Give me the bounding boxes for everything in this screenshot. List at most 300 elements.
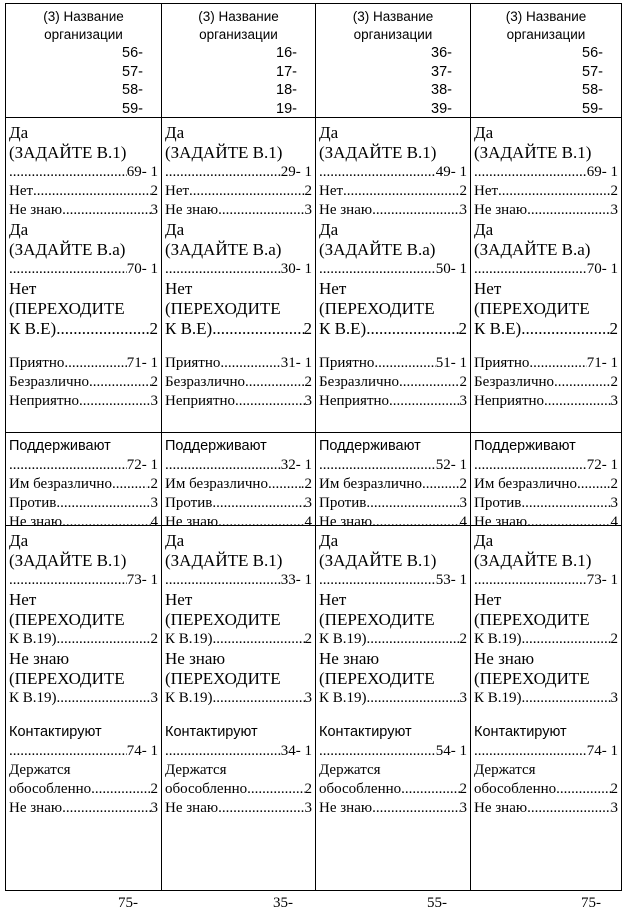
answer-code: 4 (150, 514, 158, 530)
answer-label: К В.19) (165, 690, 213, 706)
answer-option: Контактируют (319, 724, 412, 740)
answer-label: Безразлично (474, 374, 555, 390)
answer-label: Не знаю (319, 202, 373, 218)
footer-code: 75- (581, 895, 601, 911)
org-code: 56- (122, 45, 143, 61)
org-code: 38- (431, 82, 452, 98)
answer-instruction-line (6, 630, 161, 649)
answer-option (471, 475, 621, 494)
answer-code: 3 (304, 495, 312, 511)
answer-code: 71- 1 (126, 355, 158, 371)
answer-instruction: (ПЕРЕХОДИТЕ (474, 610, 590, 629)
answer-label: Нет (319, 183, 344, 199)
answer-code-line (162, 260, 315, 279)
answer-option: Держатся (9, 762, 71, 778)
org-title: (3) Название (43, 9, 124, 24)
answer-option (316, 780, 470, 799)
answer-code-line (471, 163, 621, 182)
answer-no (6, 182, 161, 201)
answer-yes: Да (319, 123, 339, 142)
org-title: (3) Название (352, 9, 434, 24)
answer-option (316, 373, 470, 392)
answer-option (162, 475, 315, 494)
footer-code: 55- (427, 895, 447, 911)
answer-code-line (471, 571, 621, 590)
answer-dont-know (316, 201, 470, 220)
contact-cell (162, 531, 315, 818)
answer-dont-know (6, 201, 161, 220)
support-cell (471, 437, 621, 532)
answer-code-line (316, 163, 470, 182)
answer-code-line (6, 571, 161, 590)
answer-code: 73- 1 (126, 572, 158, 588)
spacer (471, 708, 621, 723)
answer-code: 2 (610, 374, 618, 390)
answer-option (6, 494, 161, 513)
answer-label: Безразлично (9, 374, 90, 390)
answer-option: Контактируют (165, 724, 258, 740)
answer-code: 73- 1 (586, 572, 618, 588)
answer-option: Держатся (319, 762, 381, 778)
answer-code: 2 (459, 374, 467, 390)
answer-code-line (6, 456, 161, 475)
answer-code-line (316, 571, 470, 590)
answer-instruction-line (162, 689, 315, 708)
answer-no: Нет (474, 590, 502, 609)
answer-code-line (162, 456, 315, 475)
answer-code: 2 (304, 374, 312, 390)
answer-option: Контактируют (474, 724, 567, 740)
answer-instruction: (ПЕРЕХОДИТЕ (9, 299, 125, 318)
answer-label: Нет (165, 183, 190, 199)
answer-instruction-line (471, 630, 621, 649)
answer-no: Нет (474, 279, 502, 298)
answer-code: 3 (610, 202, 618, 218)
support-cell (6, 437, 161, 532)
answer-code: 4 (304, 514, 312, 530)
answer-code: 29- 1 (280, 164, 312, 180)
answer-instruction: (ПЕРЕХОДИТЕ (165, 610, 281, 629)
answer-option (471, 513, 621, 532)
answer-code: 34- 1 (280, 743, 312, 759)
answer-label: К В.19) (319, 631, 367, 647)
answer-instruction-line (162, 319, 315, 339)
answer-option (6, 799, 161, 818)
answer-instruction: (ЗАДАЙТЕ В.а) (165, 240, 282, 259)
contact-cell (471, 531, 621, 818)
org-code: 37- (431, 63, 452, 80)
answer-label: Безразлично (165, 374, 246, 390)
answer-yes: Да (319, 531, 339, 550)
answer-code: 70- 1 (126, 261, 158, 277)
org-code: 57- (582, 63, 603, 80)
answer-instruction: (ПЕРЕХОДИТЕ (165, 669, 281, 688)
answer-code: 4 (610, 514, 618, 530)
answer-code: 69- 1 (126, 164, 158, 180)
answer-code: 3 (610, 495, 618, 511)
organization-column (316, 4, 470, 890)
answer-instruction-line (6, 689, 161, 708)
answer-code: 3 (150, 800, 158, 816)
support-cell (316, 437, 470, 532)
answer-label: Неприятно (474, 393, 545, 409)
answer-option (162, 799, 315, 818)
answer-label: К В.Е) (319, 319, 367, 338)
answer-dont-know: Не знаю (165, 649, 226, 668)
answer-label: Против (165, 495, 213, 511)
answer-code: 32- 1 (280, 457, 312, 473)
answer-yes: Да (165, 220, 185, 239)
answer-instruction: (ПЕРЕХОДИТЕ (319, 299, 435, 318)
org-subtitle: организации (506, 27, 586, 42)
answer-label: Не знаю (165, 202, 219, 218)
answer-yes: Да (474, 220, 494, 239)
answer-label: К В.19) (474, 631, 522, 647)
answer-code: 2 (150, 631, 158, 647)
answer-instruction: (ПЕРЕХОДИТЕ (9, 610, 125, 629)
answer-code: 2 (609, 319, 618, 338)
answer-code: 51- 1 (435, 355, 467, 371)
answer-instruction: (ЗАДАЙТЕ В.1) (474, 551, 592, 570)
answer-code: 33- 1 (280, 572, 312, 588)
answer-option (6, 373, 161, 392)
answer-code: .2 (606, 476, 618, 492)
answer-label: Им безразлично (474, 476, 577, 492)
answer-code-line (162, 163, 315, 182)
answer-code: 3 (459, 800, 467, 816)
org-title: (3) Название (198, 9, 279, 24)
org-code: 16- (276, 45, 297, 61)
answers-cell (316, 123, 470, 411)
answer-instruction: (ПЕРЕХОДИТЕ (474, 299, 590, 318)
answer-code: 2 (459, 183, 467, 199)
answer-label: Не знаю (474, 800, 528, 816)
answer-yes: Да (165, 123, 185, 142)
answer-code: 53- 1 (435, 572, 467, 588)
answer-option (471, 373, 621, 392)
answer-code: 2 (458, 319, 467, 338)
answer-dont-know: Не знаю (474, 649, 535, 668)
answer-code: 72- 1 (126, 457, 158, 473)
answer-label: К В.19) (9, 631, 57, 647)
answer-option: Поддерживают (9, 438, 111, 454)
answer-option: Поддерживают (319, 438, 421, 454)
answer-code-line (471, 456, 621, 475)
answer-code: 3 (459, 495, 467, 511)
answer-option (316, 354, 470, 373)
answer-option (316, 494, 470, 513)
answer-code: 3 (610, 800, 618, 816)
answer-instruction: (ЗАДАЙТЕ В.1) (9, 551, 127, 570)
answer-instruction: (ЗАДАЙТЕ В.1) (165, 551, 283, 570)
answer-code-line (6, 163, 161, 182)
answer-code: 31- 1 (280, 355, 312, 371)
answer-code: 3 (459, 690, 467, 706)
answer-option (162, 513, 315, 532)
answer-dont-know (471, 201, 621, 220)
answer-instruction-line (471, 689, 621, 708)
answer-label: К В.Е) (165, 319, 213, 338)
answer-label: К В.19) (474, 690, 522, 706)
answer-code: 74- 1 (126, 743, 158, 759)
answer-label: Им безразлично (165, 476, 268, 492)
answer-label: Безразлично (319, 374, 400, 390)
answer-label: Не знаю (319, 800, 373, 816)
answer-code: 2 (610, 183, 618, 199)
answer-no: Нет (319, 590, 347, 609)
answer-code: 3 (459, 393, 467, 409)
answer-yes: Да (9, 220, 29, 239)
spacer (6, 708, 161, 723)
answer-option (316, 475, 470, 494)
answer-no (162, 182, 315, 201)
answer-code: 71- 1 (586, 355, 618, 371)
answer-code-line (162, 571, 315, 590)
answer-instruction: (ПЕРЕХОДИТЕ (319, 610, 435, 629)
org-header-cell (6, 4, 161, 118)
answer-label: К В.Е) (9, 319, 57, 338)
answer-code: 2 (459, 781, 467, 797)
answer-instruction: (ЗАДАЙТЕ В.1) (165, 143, 283, 162)
org-header-cell (162, 4, 315, 118)
answer-label: обособленно (165, 781, 248, 797)
answer-code: 2 (303, 319, 312, 338)
organization-column (162, 4, 315, 890)
answer-yes: Да (319, 220, 339, 239)
org-code: 39- (431, 100, 452, 117)
answer-option (162, 354, 315, 373)
spacer (316, 339, 470, 354)
answer-instruction: (ЗАДАЙТЕ В.1) (474, 143, 592, 162)
answer-option (471, 354, 621, 373)
answer-label: Не знаю (319, 514, 373, 530)
answer-code: 3 (610, 393, 618, 409)
answer-code: 3 (304, 393, 312, 409)
answer-code: 3 (304, 202, 312, 218)
answer-code: 2 (150, 374, 158, 390)
answer-code-line (162, 742, 315, 761)
answer-code: 4 (459, 514, 467, 530)
answer-code: 69- 1 (586, 164, 618, 180)
answer-no (471, 182, 621, 201)
answer-instruction: (ПЕРЕХОДИТЕ (319, 669, 435, 688)
answer-code: 3 (304, 690, 312, 706)
answer-code: 3 (150, 393, 158, 409)
answer-code: 30- 1 (280, 261, 312, 277)
organization-column (471, 4, 621, 890)
answer-instruction-line (316, 319, 470, 339)
answer-code: 74- 1 (586, 743, 618, 759)
org-code: 36- (431, 45, 452, 61)
answer-label: Не знаю (9, 514, 63, 530)
answer-option (316, 513, 470, 532)
answer-instruction: (ПЕРЕХОДИТЕ (9, 669, 125, 688)
org-code: 58- (582, 82, 603, 98)
answer-label: Приятно (474, 355, 530, 371)
org-title: (3) Название (505, 9, 587, 24)
answers-cell (471, 123, 621, 411)
answer-instruction: (ЗАДАЙТЕ В.1) (319, 551, 437, 570)
answer-label: Им безразлично (9, 476, 112, 492)
answer-label: Не знаю (474, 514, 528, 530)
org-code: 58- (122, 82, 143, 98)
answer-no (316, 182, 470, 201)
answer-label: Им безразлично (319, 476, 422, 492)
answer-label: Не знаю (165, 800, 219, 816)
answer-option (6, 392, 161, 411)
answer-code-line (471, 260, 621, 279)
answer-label: Против (319, 495, 367, 511)
answer-label: Приятно (9, 355, 65, 371)
answer-label: Неприятно (165, 393, 236, 409)
answer-option: Поддерживают (165, 438, 267, 454)
answer-option (471, 392, 621, 411)
answer-dont-know (162, 201, 315, 220)
answer-option (316, 392, 470, 411)
answer-instruction: (ЗАДАЙТЕ В.1) (9, 143, 127, 162)
spacer (162, 339, 315, 354)
answer-code: 3 (610, 690, 618, 706)
answer-code: 54- 1 (435, 743, 467, 759)
answer-label: Не знаю (9, 202, 63, 218)
answer-code: 3 (459, 202, 467, 218)
answer-option (162, 494, 315, 513)
answer-code: 50- 1 (435, 261, 467, 277)
answer-label: обособленно (9, 781, 92, 797)
answer-option: Контактируют (9, 724, 102, 740)
answer-label: К В.Е) (474, 319, 522, 338)
answer-code-line (316, 742, 470, 761)
answer-no: Нет (9, 590, 37, 609)
answer-code: 2 (459, 631, 467, 647)
answer-code: 2 (304, 183, 312, 199)
answer-instruction: (ПЕРЕХОДИТЕ (474, 669, 590, 688)
answer-option (471, 799, 621, 818)
answer-code: .2 (146, 476, 158, 492)
answer-label: обособленно (474, 781, 557, 797)
answer-option (6, 780, 161, 799)
answer-code: 2 (610, 781, 618, 797)
answer-label: Против (9, 495, 57, 511)
answer-label: Приятно (319, 355, 375, 371)
answer-label: Не знаю (165, 514, 219, 530)
answer-option (471, 780, 621, 799)
answer-option: Держатся (474, 762, 536, 778)
answer-yes: Да (9, 123, 29, 142)
answer-code: 52- 1 (435, 457, 467, 473)
answer-code: 2 (150, 781, 158, 797)
answer-label: Не знаю (474, 202, 528, 218)
answer-code-line (6, 260, 161, 279)
answer-option (6, 475, 161, 494)
org-subtitle: организации (199, 27, 278, 42)
answer-no: Нет (9, 279, 37, 298)
footer-code: 75- (118, 895, 138, 911)
answer-option (162, 373, 315, 392)
answer-label: Против (474, 495, 522, 511)
org-code: 17- (276, 63, 297, 80)
answer-label: Нет (474, 183, 499, 199)
answer-code-line (6, 742, 161, 761)
contact-cell (316, 531, 470, 818)
answer-code-line (316, 456, 470, 475)
answer-code: 3 (304, 800, 312, 816)
spacer (471, 339, 621, 354)
answer-instruction: (ЗАДАЙТЕ В.1) (319, 143, 437, 162)
answer-code: 3 (150, 690, 158, 706)
answer-label: К В.19) (319, 690, 367, 706)
answer-code: 3 (150, 202, 158, 218)
footer-code: 35- (273, 895, 293, 911)
answer-no: Нет (165, 590, 193, 609)
org-code: 57- (122, 63, 143, 80)
spacer (6, 339, 161, 354)
answer-dont-know: Не знаю (9, 649, 70, 668)
answer-option (6, 354, 161, 373)
contact-cell (6, 531, 161, 818)
org-code: 19- (276, 100, 297, 117)
answer-instruction-line (162, 630, 315, 649)
answer-option (471, 494, 621, 513)
answers-cell (162, 123, 315, 411)
answer-instruction: (ЗАДАЙТЕ В.а) (474, 240, 591, 259)
answer-option (316, 799, 470, 818)
answer-code: 2 (150, 183, 158, 199)
answer-no: Нет (319, 279, 347, 298)
answer-label: Неприятно (9, 393, 80, 409)
org-code: 56- (582, 45, 603, 61)
answer-code: 49- 1 (435, 164, 467, 180)
answer-label: Неприятно (319, 393, 390, 409)
answer-label: К В.19) (165, 631, 213, 647)
answer-instruction: (ПЕРЕХОДИТЕ (165, 299, 281, 318)
answer-no: Нет (165, 279, 193, 298)
answer-code-line (316, 260, 470, 279)
org-subtitle: организации (353, 27, 433, 42)
org-header-cell (471, 4, 621, 118)
answer-instruction-line (316, 630, 470, 649)
answer-code: 3 (150, 495, 158, 511)
spacer (316, 708, 470, 723)
answer-label: Приятно (165, 355, 221, 371)
questionnaire-table (5, 3, 622, 891)
answer-option: Поддерживают (474, 438, 576, 454)
answer-label: Не знаю (9, 800, 63, 816)
answer-option (162, 392, 315, 411)
answer-code: 2 (610, 631, 618, 647)
org-code: 59- (582, 100, 603, 117)
answer-dont-know: Не знаю (319, 649, 380, 668)
answer-instruction: (ЗАДАЙТЕ В.а) (9, 240, 126, 259)
answer-code-line (471, 742, 621, 761)
answer-code: 72- 1 (586, 457, 618, 473)
support-cell (162, 437, 315, 532)
answer-yes: Да (165, 531, 185, 550)
spacer (162, 708, 315, 723)
organization-column (6, 4, 161, 890)
answer-instruction-line (316, 689, 470, 708)
answer-yes: Да (474, 531, 494, 550)
answer-yes: Да (474, 123, 494, 142)
answers-cell (6, 123, 161, 411)
answer-label: Нет (9, 183, 34, 199)
answer-yes: Да (9, 531, 29, 550)
answer-code: 2 (149, 319, 158, 338)
org-header-cell (316, 4, 470, 118)
answer-option: Держатся (165, 762, 227, 778)
org-subtitle: организации (44, 27, 123, 42)
answer-code: .2 (455, 476, 467, 492)
